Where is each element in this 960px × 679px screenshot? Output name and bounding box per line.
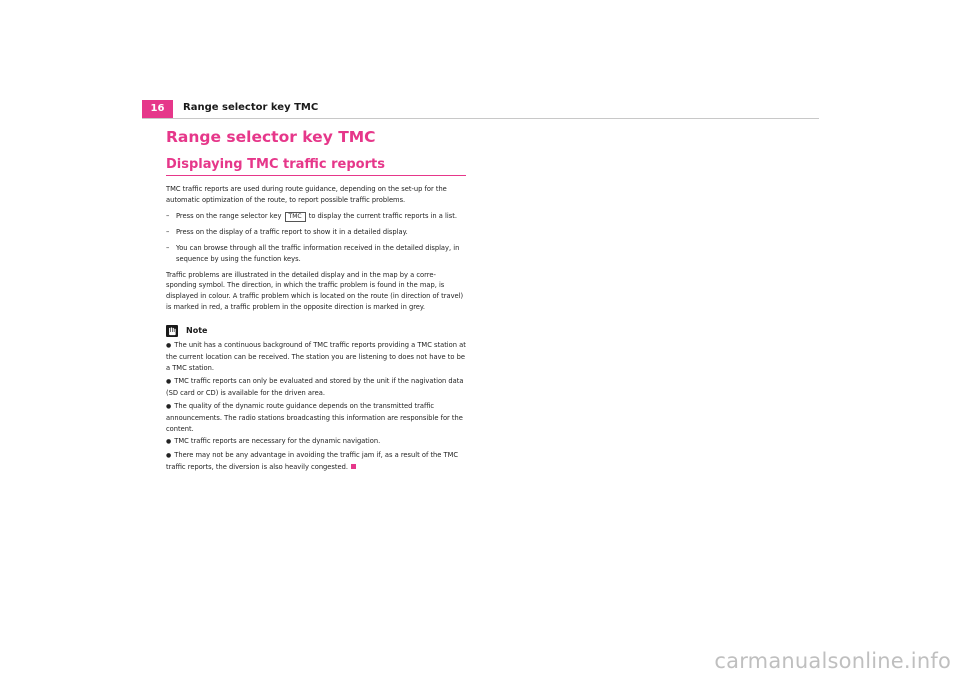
note-header: [166, 325, 466, 337]
step-item: [166, 211, 466, 222]
note-item: [166, 376, 466, 399]
step-text: to display the current traffic reports in a list.: [308, 211, 457, 220]
body-paragraph: Traffic problems are illustrated in the detailed display and in the map by a corre-sponding symbol. The direction, in which the traffic problem is found in the map, is displayed in colour. A traffic problem which is located on the route (in direction of travel) is marked in red, a traffic problem in the opposite direction is marked in grey.: [166, 270, 464, 312]
note-hand-icon: [166, 325, 178, 337]
chapter-title: Range selector key TMC: [166, 128, 376, 146]
bullet-icon: ●: [166, 377, 172, 385]
page-number: 16: [142, 100, 173, 118]
step-text: Press on the range selector key: [176, 211, 282, 220]
step-dash: –: [166, 243, 170, 252]
tmc-key-label: TMC: [285, 212, 306, 222]
intro-paragraph: TMC traffic reports are used during route guidance, depending on the set-up for the automatic optimization of the route, to report possible traffic problems.: [166, 185, 447, 204]
section-content: [166, 184, 466, 475]
note-item: [166, 340, 466, 374]
bullet-icon: ●: [166, 342, 172, 350]
bullet-icon: ●: [166, 452, 172, 460]
note-text: TMC traffic reports can only be evaluated and stored by the unit if the nagivation data (SD card or CD) is available for the driven area.: [166, 376, 464, 397]
note-item: [166, 450, 466, 473]
end-square-icon: [351, 464, 356, 469]
bullet-icon: ●: [166, 438, 172, 446]
step-dash: –: [166, 211, 170, 220]
step-text: You can browse through all the traffic information received in the detailed display, in sequence by using the function keys.: [176, 243, 460, 263]
note-label: Note: [186, 325, 208, 335]
bullet-icon: ●: [166, 402, 172, 410]
step-text: Press on the display of a traffic report to show it in a detailed display.: [176, 227, 408, 236]
watermark-site: carmanualsonline.info: [714, 649, 951, 673]
section-title: Displaying TMC traffic reports: [166, 157, 385, 172]
note-text: The unit has a continuous background of TMC traffic reports providing a TMC station at the current location can be received. The station you are listening to does not have to be a TMC station.: [166, 341, 466, 372]
note-text: The quality of the dynamic route guidance depends on the transmitted traffic announcements. The radio stations broadcasting this information are responsible for the content.: [166, 401, 463, 433]
step-item: [166, 227, 466, 238]
note-text: TMC traffic reports are necessary for the dynamic navigation.: [174, 437, 381, 446]
note-item: [166, 436, 466, 448]
step-dash: –: [166, 227, 170, 236]
section-divider: [166, 175, 466, 176]
header-divider: [142, 118, 819, 119]
note-item: [166, 401, 466, 435]
step-item: [166, 243, 466, 265]
running-header-title: Range selector key TMC: [183, 102, 319, 113]
note-text: There may not be any advantage in avoiding the traffic jam if, as a result of the TMC traffic reports, the diversion is also heavily congested.: [166, 451, 459, 472]
